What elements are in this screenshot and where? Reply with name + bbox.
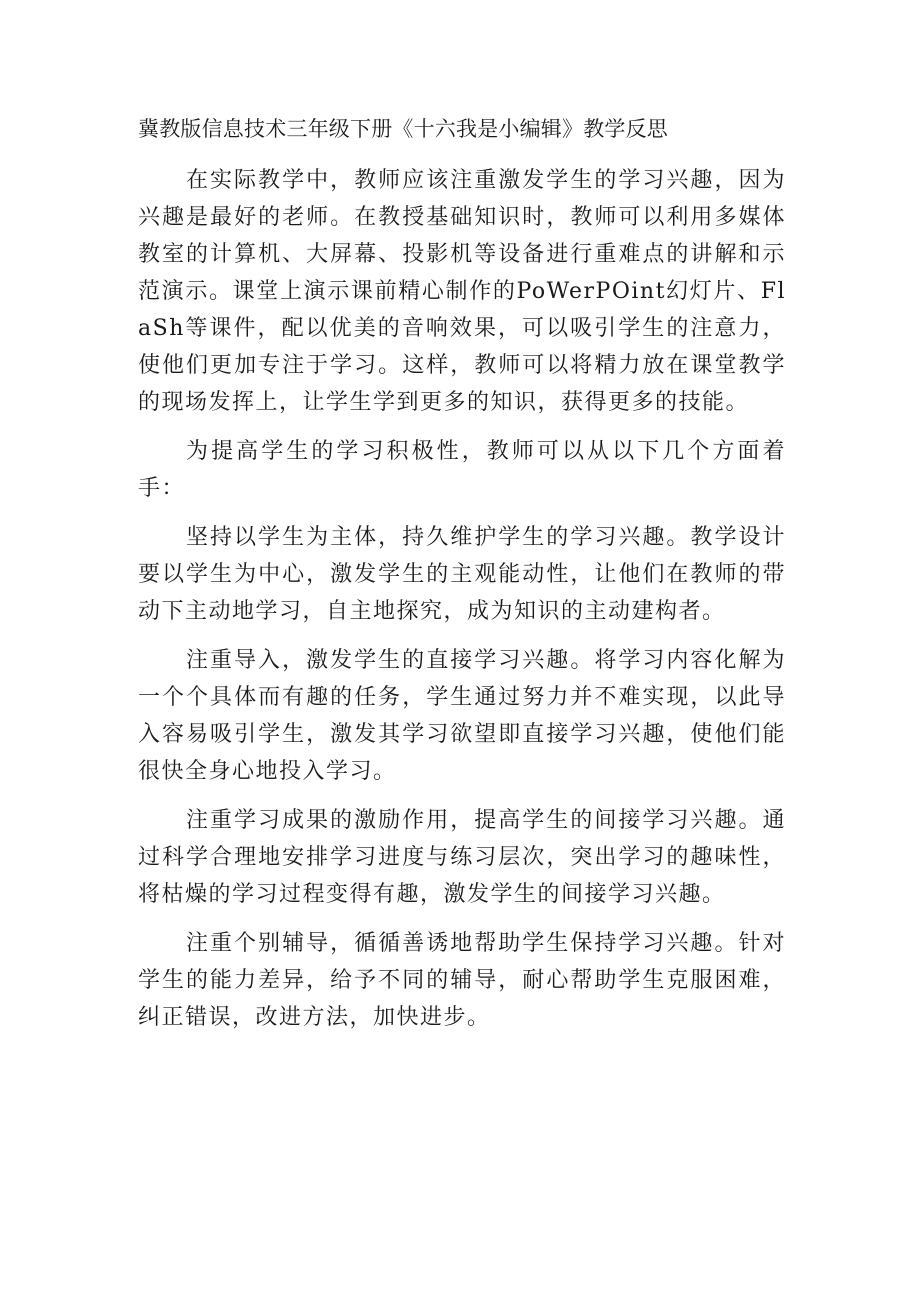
document-title: 冀教版信息技术三年级下册《十六我是小编辑》教学反思 [138, 117, 668, 141]
document-body [138, 162, 786, 1036]
paragraph: 为提高学生的学习积极性，教师可以从以下几个方面着手： [138, 439, 786, 501]
paragraph: 注重学习成果的激励作用，提高学生的间接学习兴趣。通过科学合理地安排学习进度与练习层次，突出学习的趣味性，将枯燥的学习过程变得有趣，激发学生的间接学习兴趣。 [138, 808, 786, 907]
paragraph: 注重导入，激发学生的直接学习兴趣。将学习内容化解为一个个具体而有趣的任务，学生通过努力并不难实现，以此导入容易吸引学生，激发其学习欲望即直接学习兴趣，使他们能很快全身心地投入学习。 [138, 648, 786, 784]
paragraph: 注重个别辅导，循循善诱地帮助学生保持学习兴趣。针对学生的能力差异，给予不同的辅导，耐心帮助学生克服困难，纠正错误，改进方法，加快进步。 [138, 931, 786, 1030]
paragraph: 在实际教学中，教师应该注重激发学生的学习兴趣，因为兴趣是最好的老师。在教授基础知识时，教师可以利用多媒体教室的计算机、大屏幕、投影机等设备进行重难点的讲解和示范演示。课堂上演示课前精心制作的PoWerPOint幻灯片、FlaSh等课件，配以优美的音响效果，可以吸引学生的注意力，使他们更加专注于学习。这样，教师可以将精力放在课堂教学的现场发挥上，让学生学到更多的知识，获得更多的技能。 [138, 168, 786, 415]
paragraph: 坚持以学生为主体，持久维护学生的学习兴趣。教学设计要以学生为中心，激发学生的主观能动性，让他们在教师的带动下主动地学习，自主地探究，成为知识的主动建构者。 [138, 525, 786, 624]
